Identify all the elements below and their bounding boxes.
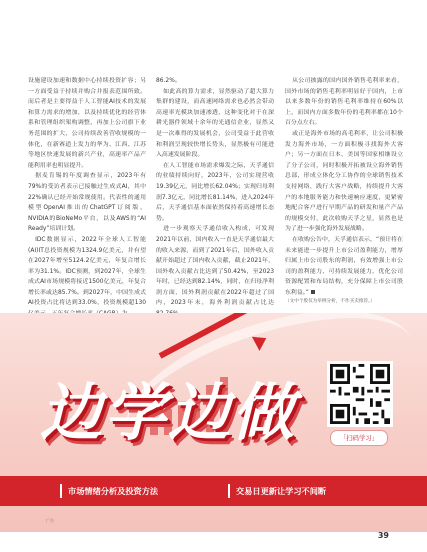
disclaimer-note: （文中个股仅为举例分析，不作买卖推荐。） — [285, 299, 375, 305]
paragraph: 进一步观察天孚通信收入构成，可发现2021年以前，国内收入一直是天孚通信最大的收入来源，而到了2021年后，国外收入贡献开始超过了国内收入贡献，截止2021年，国外收入贡献占比达到了50.42%，至2023年时，已经达到82.14%，同时，在归母净利润方面，国外利润贡献在2022年超过了国内，2023年末，海外利润贡献占比达 — [156, 226, 274, 307]
feature-market-analysis: 市场情绪分析及投资方法 — [68, 486, 159, 496]
paragraph: 在人工智能市场需求爆发之际，天孚通信的业绩持续向好，2023年，公司实现营收19.39亿元，同比增长62.04%；实现归母利润7.3亿元，同比增长81.14%，进入2024年后，天孚通信基本面依然保持着高速增长态势。 — [156, 162, 275, 222]
paragraph-text: 在收购公告中，天孚通信表示，“预计将在未来能进一步提升上市公司盈利能力，增厚归属上市公司股东的利润，有效增强上市公司的盈利能力、可持续发展能力，优化公司资源配置和布局结构，充分保障上市公司股东利益。” — [285, 236, 403, 296]
qr-code[interactable] — [327, 361, 393, 427]
article-column-3 — [285, 76, 403, 306]
paragraph: 设施建设加速和数据中心持续投资扩容；另一方面受益于持续并购合并报表范围所致。而后者是主要得益于人工智能AI技术的发展和算力需求的增加，以及持续优化的经营体系和管理组织架构调整，再加上公司旗下业务范围的扩大，公司持续改善营收规模的一体化，在新赛道上发力的华为、江西、江苏等地区快速发展的新兴产业，高速率产品产能利用率也明显提升。 — [28, 78, 146, 169]
divider — [60, 484, 62, 498]
end-mark-icon — [311, 290, 315, 294]
paragraph: 从公司披露的国内国外销售毛利率来看，国外市场的销售毛利率明显好于国内，上市以来多数年份的销售毛利率维持在60%以上，而国内方面多数年份的毛利率都在10个百分点左右。 — [285, 78, 403, 127]
paragraph: 据麦肯锡的年度调查显示，2023年有79%的受访者表示已接触过生成式AI，其中22%确认已经开始常规使用。代表性的通用模型OpenAI推出的ChatGPT订阅版，NVIDIA的BioNeMo平台，以及AWS的“AI Ready”培训计划。 — [28, 173, 146, 233]
ad-feature-band — [0, 476, 427, 506]
qr-label: 「扫码学习」 — [330, 430, 388, 446]
paragraph — [285, 235, 403, 299]
paragraph: 如此高的算力需求，显然驱动了超大算力集群的建设，而高速网络需求也必然会带动高速率光模块加速渗透，这种变化对于在深耕光器件领域十余年的光通信企业，显然又是一次难得的发展机会，公司受益于此营收和利润呈现较快增长势头，显然极有可能进入高速发展阶段。 — [156, 88, 274, 159]
paragraph: 或正是海外市场的高毛利率，让公司积极发力海外市场，一方面积极寻找海外大客户；另一方面在日本、美国等国家相继设立了分子公司，同时积极开拓被设立海外销售总部，形成立体化分工协作的全球销售技术支持网络，践行大客户战略，持续提升大客户的本地服务能力和快速响应速度，更紧密地配合客户进行早期产品的研发和量产产品的规模交付，此次收购天孚之星，显然也是为了进一步强化海外发展战略。 — [285, 130, 403, 233]
ad-tag: 广告 — [46, 518, 54, 523]
page-number: 39 — [377, 531, 389, 540]
feature-daily-update: 交易日更新让学习不间断 — [236, 486, 327, 496]
qr-code-icon — [330, 364, 390, 424]
article-column-1 — [28, 76, 146, 320]
paragraph: 86.2%。 — [156, 78, 181, 84]
advertisement-banner[interactable] — [0, 313, 427, 532]
article-column-2 — [156, 76, 274, 320]
divider — [228, 484, 230, 498]
ad-headline: 边学边做 — [40, 376, 297, 449]
paragraph: IDC数据显示，2022年全球人工智能(AI)IT总投资规模为1324.9亿美元，并有望在2027年增至5124.2亿美元，年复合增长率为31.1%。IDC预测，到2027年，全球生成式AI市场规模将接近1500亿美元，年复合增长率或达85.7%。到2027年，中国生成式AI投资占比将达到33.0%，投资规模超130 — [28, 236, 146, 307]
